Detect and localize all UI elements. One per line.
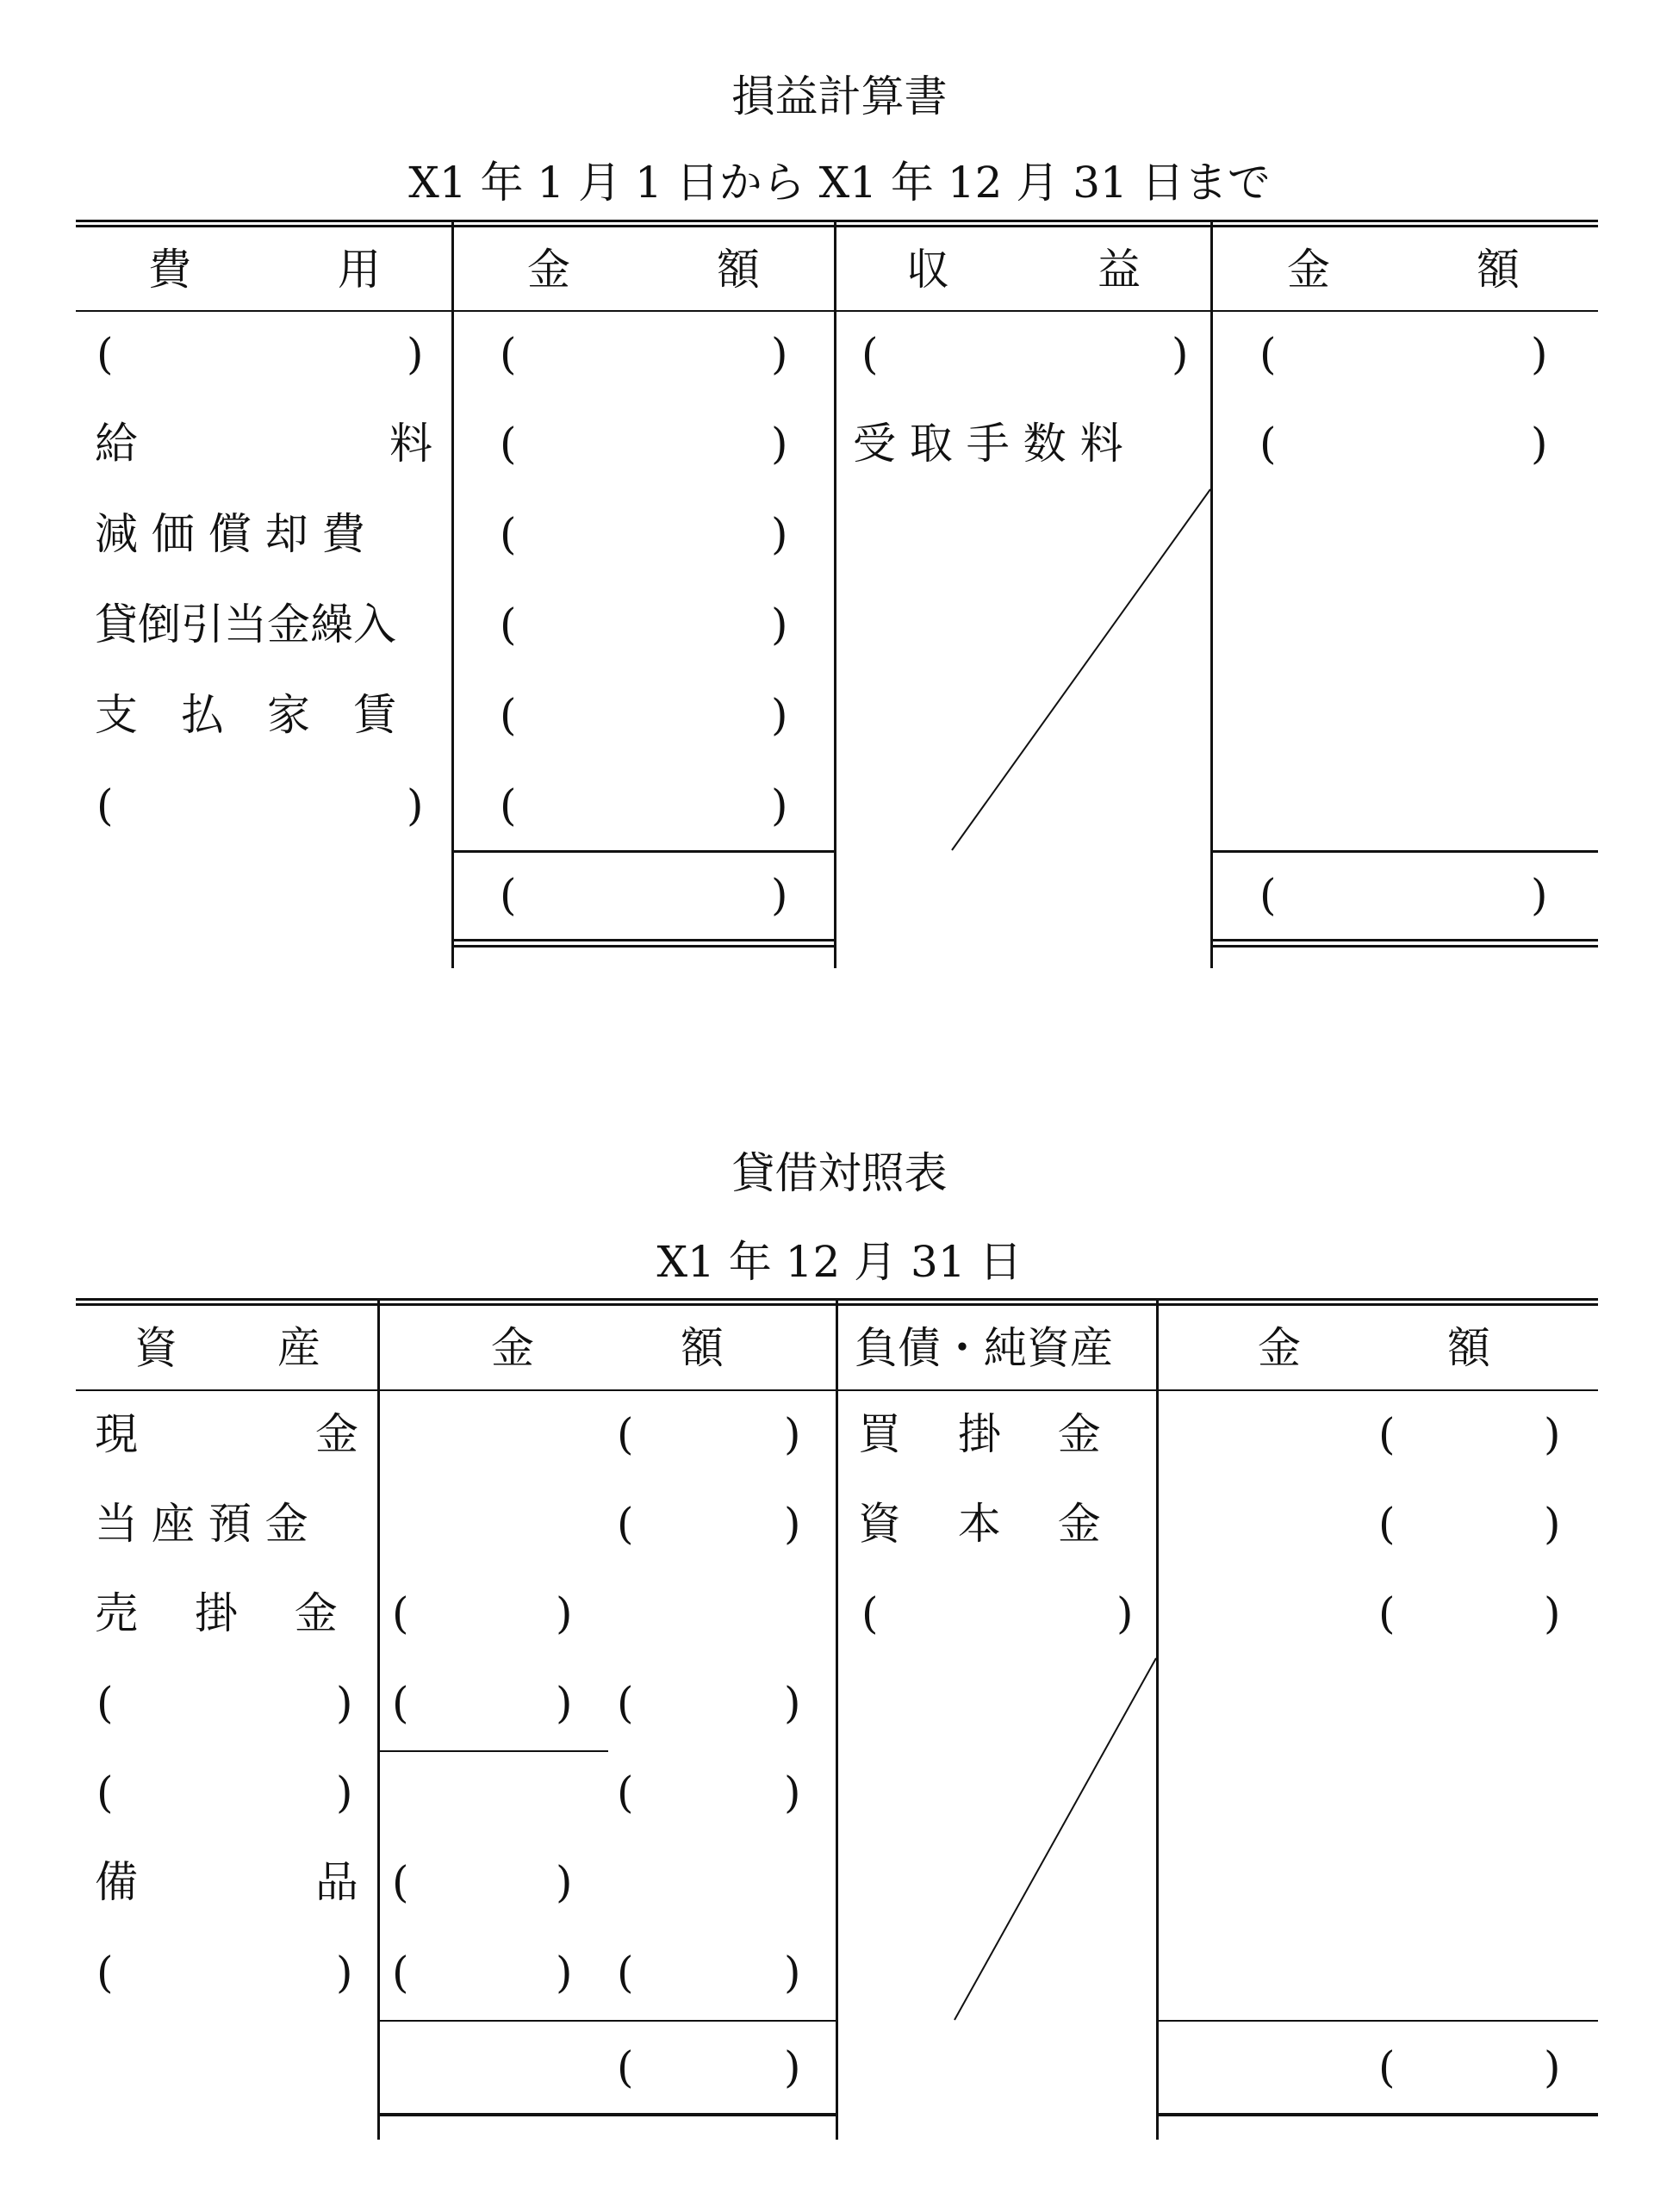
total-expense-open: ( xyxy=(500,870,517,920)
expense-amount-open: ( xyxy=(500,509,517,559)
balance-sheet-date: X1 年 12 月 31 日 xyxy=(656,1237,1023,1287)
header-amount2-1: 金 xyxy=(1258,1323,1301,1373)
asset-amount-open: ( xyxy=(617,1678,634,1728)
expense-label-end: ) xyxy=(407,780,424,830)
expense-label-end: ) xyxy=(407,329,424,379)
header-revenue-1: 収 xyxy=(906,245,949,295)
asset-label: 現 xyxy=(95,1409,138,1459)
expense-amount-close: ) xyxy=(771,690,788,740)
expense-label: 支 払 家 賃 xyxy=(95,690,396,740)
liability-label-end: ) xyxy=(1116,1588,1134,1638)
asset-label-end: ) xyxy=(336,1948,353,1998)
asset-amount-close: ) xyxy=(784,1499,801,1549)
asset-sub-close: ) xyxy=(556,1678,573,1728)
asset-total-close: ) xyxy=(784,2042,801,2092)
total-expense-close: ) xyxy=(771,870,788,920)
expense-amount-open: ( xyxy=(500,419,517,469)
asset-sub-close: ) xyxy=(556,1588,573,1638)
header-amount2-1: 金 xyxy=(1287,245,1330,295)
expense-amount-close: ) xyxy=(771,329,788,379)
liability-amount-open: ( xyxy=(1378,1499,1396,1549)
liability-total-close: ) xyxy=(1544,2042,1561,2092)
asset-label-end: 品 xyxy=(315,1857,358,1907)
asset-sub-close: ) xyxy=(556,1857,573,1907)
expense-label: 給 xyxy=(95,419,138,469)
income-statement-title: 損益計算書 xyxy=(731,71,948,121)
revenue-amount-open: ( xyxy=(1259,329,1277,379)
revenue-label: 受 取 手 数 料 xyxy=(853,419,1123,469)
asset-sub-open: ( xyxy=(392,1678,409,1728)
expense-amount-close: ) xyxy=(771,419,788,469)
liability-label: 資 本 金 xyxy=(858,1499,1101,1549)
liability-amount-open: ( xyxy=(1378,1588,1396,1638)
header-expense-2: 用 xyxy=(338,245,381,295)
header-amount-2: 額 xyxy=(717,245,760,295)
liability-amount-close: ) xyxy=(1544,1588,1561,1638)
expense-label: 減 価 償 却 費 xyxy=(95,509,365,559)
asset-sub-open: ( xyxy=(392,1588,409,1638)
expense-label: 貸倒引当金繰入 xyxy=(95,600,396,649)
header-amount-1: 金 xyxy=(491,1323,534,1373)
header-amount-2: 額 xyxy=(681,1323,724,1373)
asset-amount-open: ( xyxy=(617,1409,634,1459)
expense-amount-open: ( xyxy=(500,329,517,379)
liability-label: 買 掛 金 xyxy=(858,1409,1101,1459)
expense-amount-open: ( xyxy=(500,600,517,649)
liability-amount-open: ( xyxy=(1378,1409,1396,1459)
asset-label: ( xyxy=(96,1678,114,1728)
asset-amount-open: ( xyxy=(617,1499,634,1549)
liability-total-open: ( xyxy=(1378,2042,1396,2092)
asset-label-end: ) xyxy=(336,1768,353,1817)
expense-amount-open: ( xyxy=(500,780,517,830)
header-liabilities-equity: 負債・純資産 xyxy=(855,1323,1113,1373)
asset-label: ( xyxy=(96,1768,114,1817)
revenue-label: ( xyxy=(861,329,879,379)
asset-label: 備 xyxy=(95,1857,138,1907)
asset-amount-open: ( xyxy=(617,1948,634,1998)
asset-amount-open: ( xyxy=(617,1768,634,1817)
asset-amount-close: ) xyxy=(784,1948,801,1998)
asset-sub-open: ( xyxy=(392,1948,409,1998)
asset-total-open: ( xyxy=(617,2042,634,2092)
liability-amount-close: ) xyxy=(1544,1409,1561,1459)
header-asset-2: 産 xyxy=(277,1323,320,1373)
income-statement-period: X1 年 1 月 1 日から X1 年 12 月 31 日まで xyxy=(408,158,1271,208)
asset-label: 当 座 預 金 xyxy=(95,1499,308,1549)
asset-amount-close: ) xyxy=(784,1678,801,1728)
expense-label: ( xyxy=(96,329,114,379)
header-amount2-2: 額 xyxy=(1447,1323,1490,1373)
total-revenue-open: ( xyxy=(1259,870,1277,920)
header-amount-1: 金 xyxy=(527,245,570,295)
liability-amount-close: ) xyxy=(1544,1499,1561,1549)
header-amount2-2: 額 xyxy=(1477,245,1520,295)
expense-amount-close: ) xyxy=(771,780,788,830)
asset-sub-close: ) xyxy=(556,1948,573,1998)
asset-label: 売 掛 金 xyxy=(95,1588,338,1638)
revenue-amount-close: ) xyxy=(1531,419,1548,469)
asset-label: ( xyxy=(96,1948,114,1998)
header-revenue-2: 益 xyxy=(1098,245,1141,295)
header-expense-1: 費 xyxy=(148,245,191,295)
expense-amount-close: ) xyxy=(771,600,788,649)
header-asset-1: 資 xyxy=(134,1323,177,1373)
liability-label: ( xyxy=(861,1588,879,1638)
asset-sub-open: ( xyxy=(392,1857,409,1907)
revenue-amount-open: ( xyxy=(1259,419,1277,469)
asset-amount-close: ) xyxy=(784,1768,801,1817)
asset-label-end: 金 xyxy=(315,1409,358,1459)
revenue-amount-close: ) xyxy=(1531,329,1548,379)
expense-label-end: 料 xyxy=(389,419,432,469)
total-revenue-close: ) xyxy=(1531,870,1548,920)
asset-amount-close: ) xyxy=(784,1409,801,1459)
expense-amount-close: ) xyxy=(771,509,788,559)
expense-label: ( xyxy=(96,780,114,830)
expense-amount-open: ( xyxy=(500,690,517,740)
asset-label-end: ) xyxy=(336,1678,353,1728)
revenue-label-end: ) xyxy=(1172,329,1189,379)
balance-sheet-title: 貸借対照表 xyxy=(731,1148,948,1198)
